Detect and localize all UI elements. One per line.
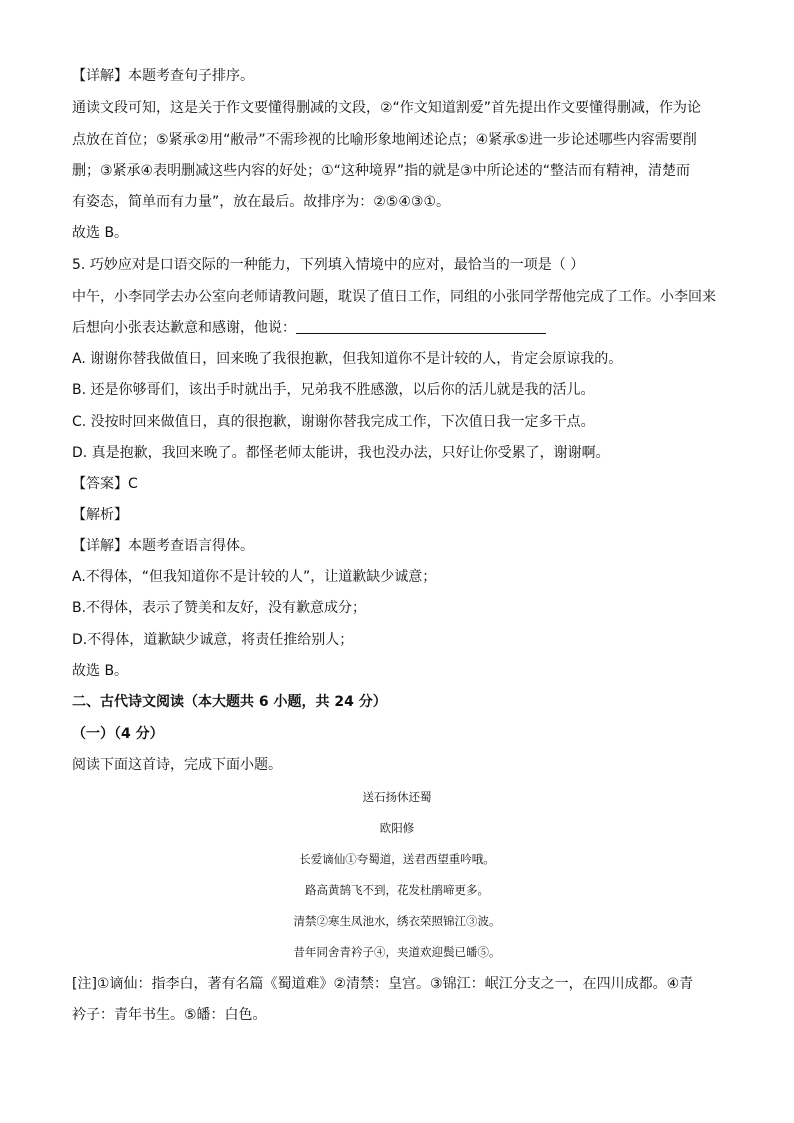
analysis-d: D.不得体，道歉缺少诚意，将责任推给别人； <box>72 632 354 648</box>
conclusion: 故选 B。 <box>72 225 129 241</box>
explanation-paragraph-line: 删；③紧承④表明删减这些内容的好处；①“这种境界”指的就是③中所论述的“整洁而有精神，清楚而 <box>72 163 690 179</box>
option-b: B. 还是你够哥们，该出手时就出手，兄弟我不胜感激，以后你的活儿就是我的活儿。 <box>72 382 595 398</box>
analysis-a: A.不得体，“但我知道你不是计较的人”，让道歉缺少诚意； <box>72 569 437 585</box>
poem-line: 清禁②寒生凤池水，绣衣荣照锦江③波。 <box>293 914 501 928</box>
question-context <box>72 318 722 338</box>
poem-notes-line: 衿子：青年书生。⑤皤：白色。 <box>72 1007 267 1023</box>
answer-label: 【答案】 <box>72 476 128 492</box>
option-d: D. 真是抱歉，我回来晚了。都怪老师太能讲，我也没办法，只好让你受累了，谢谢啊。 <box>72 445 610 461</box>
detail-text: 本题考查句子排序。 <box>128 68 254 84</box>
answer-value: C <box>128 476 138 492</box>
analysis-label: 【解析】 <box>72 507 128 523</box>
poem-author: 欧阳修 <box>379 821 415 835</box>
poem-notes-line: [注]①谪仙：指李白，著有名篇《蜀道难》②清禁：皇宫。③锦江：岷江分支之一，在四川成都。④青 <box>72 976 694 992</box>
poem-line: 昔年同舍青衿子④，夹道欢迎鬓已皤⑤。 <box>293 945 501 959</box>
answer-blank <box>296 319 546 334</box>
detail-label: 【详解】 <box>72 538 128 554</box>
detail-label: 【详解】 <box>72 68 128 84</box>
option-a: A. 谢谢你替我做值日，回来晚了我很抱歉，但我知道你不是计较的人，肯定会原谅我的。 <box>72 351 623 367</box>
detail-text: 本题考查语言得体。 <box>128 538 254 554</box>
answer-line <box>72 474 722 494</box>
detail-section-1 <box>72 66 722 86</box>
option-c: C. 没按时回来做值日，真的很抱歉，谢谢你替我完成工作，下次值日我一定多干点。 <box>72 414 595 430</box>
analysis-b: B.不得体，表示了赞美和友好，没有歉意成分； <box>72 600 367 616</box>
poem-title: 送石扬休还蜀 <box>362 790 432 804</box>
explanation-paragraph-line: 有姿态，简单而有力量”，放在最后。故排序为：②⑤④③①。 <box>72 194 451 210</box>
question-5-stem: 5. 巧妙应对是口语交际的一种能力，下列填入情境中的应对，最恰当的一项是（ ） <box>72 257 585 273</box>
subsection-heading: （一）（4 分） <box>72 726 164 742</box>
explanation-paragraph-line: 点放在首位；⑤紧承②用“敝帚”不需珍视的比喻形象地阐述论点；④紧承⑤进一步论述哪些内容需要削 <box>72 132 697 148</box>
conclusion: 故选 B。 <box>72 663 129 679</box>
poem-line: 路高黄鹄飞不到，花发杜鹃啼更多。 <box>305 883 489 897</box>
explanation-paragraph-line: 通读文段可知，这是关于作文要懂得删减的文段，②“作文知道割爱”首先提出作文要懂得删减，作为论 <box>72 100 702 116</box>
context-text: 后想向小张表达歉意和感谢，他说： <box>72 320 296 336</box>
detail-section-2 <box>72 536 722 556</box>
question-context: 中午，小李同学去办公室向老师请教问题，耽误了值日工作，同组的小张同学帮他完成了工作。小李回来 <box>72 289 716 305</box>
reading-instruction: 阅读下面这首诗，完成下面小题。 <box>72 757 282 773</box>
poem-line: 长爱谪仙①夸蜀道，送君西望重吟哦。 <box>299 852 495 866</box>
part-2-heading: 二、古代诗文阅读（本大题共 6 小题，共 24 分） <box>72 694 387 710</box>
